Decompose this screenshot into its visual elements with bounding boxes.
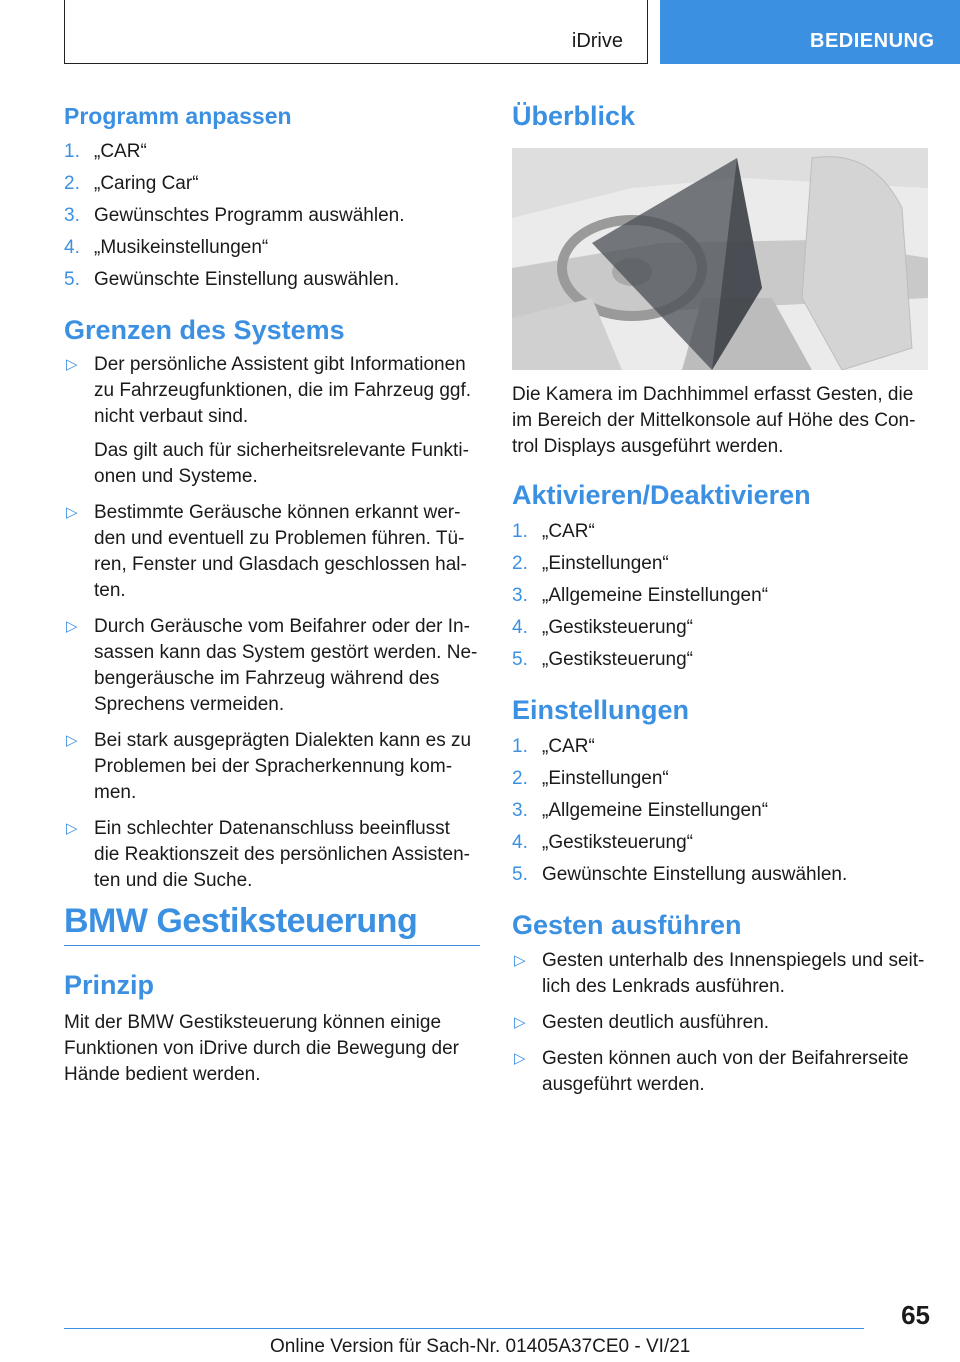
list-item (512, 644, 932, 676)
heading-programm-anpassen: Programm anpassen (64, 103, 292, 129)
step-text: „Gestiksteuerung“ (542, 617, 694, 638)
step-number: 4. (512, 617, 528, 638)
step-number: 4. (512, 832, 528, 853)
step-number: 2. (512, 553, 528, 574)
step-number: 1. (64, 141, 80, 162)
list-item (512, 795, 932, 827)
triangle-right-outline-icon: ▷ (66, 820, 78, 837)
triangle-right-outline-icon: ▷ (66, 732, 78, 749)
step-number: 3. (512, 585, 528, 606)
step-text: „Einstellungen“ (542, 553, 669, 574)
bullet-text: Bei stark ausgeprägten Dialekten kann es zu Problemen bei der Spracherkennung kommen. (94, 730, 472, 803)
step-text: „Caring Car“ (94, 173, 199, 194)
list-item (64, 168, 480, 200)
list-item (512, 580, 932, 612)
step-text: „CAR“ (542, 736, 595, 757)
step-text: „Allgemeine Einstellungen“ (542, 585, 769, 606)
list-item (512, 548, 932, 580)
step-text: Gewünschte Einstellung auswählen. (94, 269, 400, 290)
triangle-right-outline-icon: ▷ (66, 618, 78, 635)
prinzip-paragraph: Mit der BMW Gestiksteuerung können einige Funktionen von iDrive durch die Bewegung der Hände bedient werden. (64, 1012, 460, 1085)
step-number: 1. (512, 521, 528, 542)
list-item (512, 1046, 932, 1098)
step-number: 2. (64, 173, 80, 194)
bullet-text: Gesten deutlich ausführen. (542, 1012, 770, 1033)
list-item (512, 859, 932, 891)
bullet-text: Durch Geräusche vom Beifahrer oder der Insassen kann das System gestört werden. Nebengeräusche im Fahrzeug während des Sprechens vermeiden. (94, 616, 478, 715)
figure-caption: Die Kamera im Dachhimmel erfasst Gesten, die im Bereich der Mittelkonsole auf Höhe des Control Displays ausgeführt werden. (512, 384, 916, 457)
list-item (64, 816, 480, 894)
step-text: Gewünschte Einstellung auswählen. (542, 864, 848, 885)
gesture-camera-illustration (512, 148, 928, 370)
step-number: 5. (64, 269, 80, 290)
list-item (64, 614, 480, 718)
list-item (64, 136, 480, 168)
list-item (512, 948, 932, 1000)
chapter-tab: BEDIENUNG (660, 0, 960, 64)
bullet-subparagraph: Das gilt auch für sicherheitsrelevante Funktionen und Systeme. (94, 440, 469, 487)
list-item (64, 352, 480, 490)
step-text: „Einstellungen“ (542, 768, 669, 789)
gesten-bullets (512, 948, 932, 1108)
list-item (512, 763, 932, 795)
list-item (64, 200, 480, 232)
triangle-right-outline-icon: ▷ (514, 1014, 526, 1031)
step-number: 2. (512, 768, 528, 789)
heading-bmw-gestiksteuerung: BMW Gestiksteuerung (64, 902, 418, 940)
heading-gesten-ausfuehren: Gesten ausführen (512, 910, 742, 940)
header-bar (64, 0, 648, 64)
step-number: 5. (512, 649, 528, 670)
list-item (512, 731, 932, 763)
programm-steps (64, 136, 480, 296)
list-item (64, 232, 480, 264)
step-text: „CAR“ (542, 521, 595, 542)
step-text: „CAR“ (94, 141, 147, 162)
bullet-text: Ein schlechter Datenanschluss beeinflusst die Reaktionszeit des persönlichen Assistenten und die Suche. (94, 818, 470, 891)
heading-aktivieren-deaktivieren: Aktivieren/Deaktivieren (512, 480, 811, 510)
triangle-right-outline-icon: ▷ (66, 504, 78, 521)
step-text: „Gestiksteuerung“ (542, 832, 694, 853)
step-text: „Musikeinstellungen“ (94, 237, 269, 258)
footer-divider (64, 1328, 864, 1329)
bullet-text: Gesten unterhalb des Innenspiegels und seitlich des Lenkrads ausführen. (542, 950, 925, 997)
page-number: 65 (901, 1300, 930, 1330)
step-number: 4. (64, 237, 80, 258)
step-number: 5. (512, 864, 528, 885)
step-number: 3. (512, 800, 528, 821)
heading-prinzip: Prinzip (64, 970, 155, 1000)
section-divider (64, 945, 480, 946)
list-item (64, 264, 480, 296)
bullet-text: Der persönliche Assistent gibt Informationen zu Fahrzeugfunktionen, die im Fahrzeug ggf. nicht verbaut sind. (94, 354, 472, 427)
bullet-text: Bestimmte Geräusche können erkannt werden und eventuell zu Problemen führen. Türen, Fenster und Glasdach geschlossen halten. (94, 502, 467, 601)
triangle-right-outline-icon: ▷ (66, 356, 78, 373)
triangle-right-outline-icon: ▷ (514, 952, 526, 969)
triangle-right-outline-icon: ▷ (514, 1050, 526, 1067)
bullet-text: Gesten können auch von der Beifahrerseite ausgeführt werden. (542, 1048, 909, 1095)
list-item (512, 1010, 932, 1036)
step-text: „Allgemeine Einstellungen“ (542, 800, 769, 821)
heading-einstellungen: Einstellungen (512, 695, 690, 725)
grenzen-bullets (64, 352, 480, 904)
list-item (512, 827, 932, 859)
heading-ueberblick: Überblick (512, 101, 636, 131)
header-section-title: iDrive (571, 30, 623, 52)
aktivieren-steps (512, 516, 932, 676)
list-item (512, 516, 932, 548)
list-item (64, 728, 480, 806)
step-text: Gewünschtes Programm auswählen. (94, 205, 405, 226)
step-text: „Gestiksteuerung“ (542, 649, 694, 670)
footer-online-version: Online Version für Sach-Nr. 01405A37CE0 - VI/21 (270, 1336, 691, 1357)
step-number: 1. (512, 736, 528, 757)
car-interior-figure (512, 148, 928, 370)
list-item (512, 612, 932, 644)
einstellungen-steps (512, 731, 932, 891)
heading-grenzen-des-systems: Grenzen des Systems (64, 315, 345, 345)
step-number: 3. (64, 205, 80, 226)
list-item (64, 500, 480, 604)
